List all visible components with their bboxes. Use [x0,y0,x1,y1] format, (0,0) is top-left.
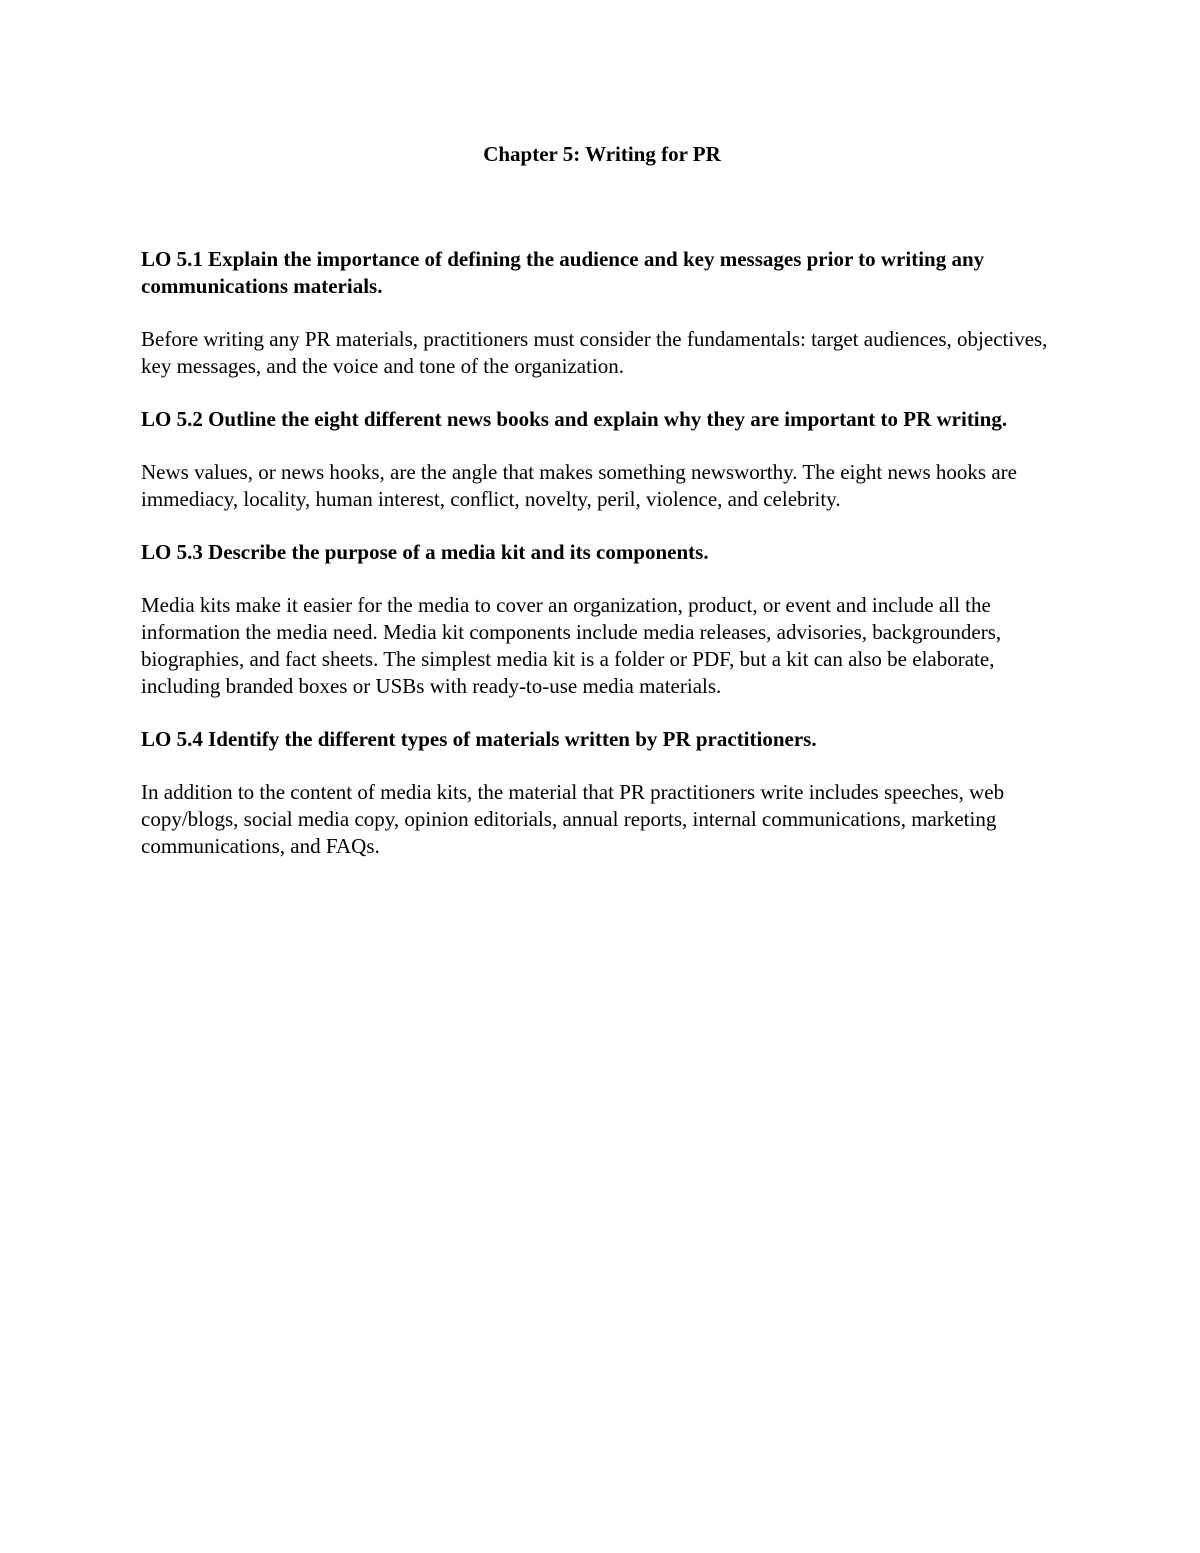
learning-objective-heading: LO 5.1 Explain the importance of defining the audience and key messages prior to writing any communications materials. [141,247,985,298]
learning-objective-section-1 [141,246,1061,380]
learning-objective-summary: Before writing any PR materials, practitioners must consider the fundamentals: target audiences, objectives, key messages, and the voice and tone of the organization. [141,327,1048,378]
learning-objective-summary: News values, or news hooks, are the angle that makes something newsworthy. The eight news hooks are immediacy, locality, human interest, conflict, novelty, peril, violence, and celebrity. [141,460,1017,511]
page-title: Chapter 5: Writing for PR [483,142,721,166]
learning-objective-heading: LO 5.3 Describe the purpose of a media kit and its components. [141,540,709,564]
learning-objective-section-2 [141,406,1061,513]
learning-objective-section-4 [141,726,1061,860]
document-content [141,140,1061,886]
learning-objective-section-3 [141,539,1061,700]
learning-objective-heading: LO 5.4 Identify the different types of materials written by PR practitioners. [141,727,817,751]
learning-objective-summary: Media kits make it easier for the media to cover an organization, product, or event and include all the information the media need. Media kit components include media releases, advisories, backgrounders, biographies, and fact sheets. The simplest media kit is a folder or PDF, but a kit can also be elaborate, including branded boxes or USBs with ready-to-use media materials. [141,593,1002,698]
learning-objective-summary: In addition to the content of media kits, the material that PR practitioners write includes speeches, web copy/blogs, social media copy, opinion editorials, annual reports, internal communications, marketing communications, and FAQs. [141,780,1005,858]
learning-objective-heading: LO 5.2 Outline the eight different news books and explain why they are important to PR writing. [141,407,1008,431]
